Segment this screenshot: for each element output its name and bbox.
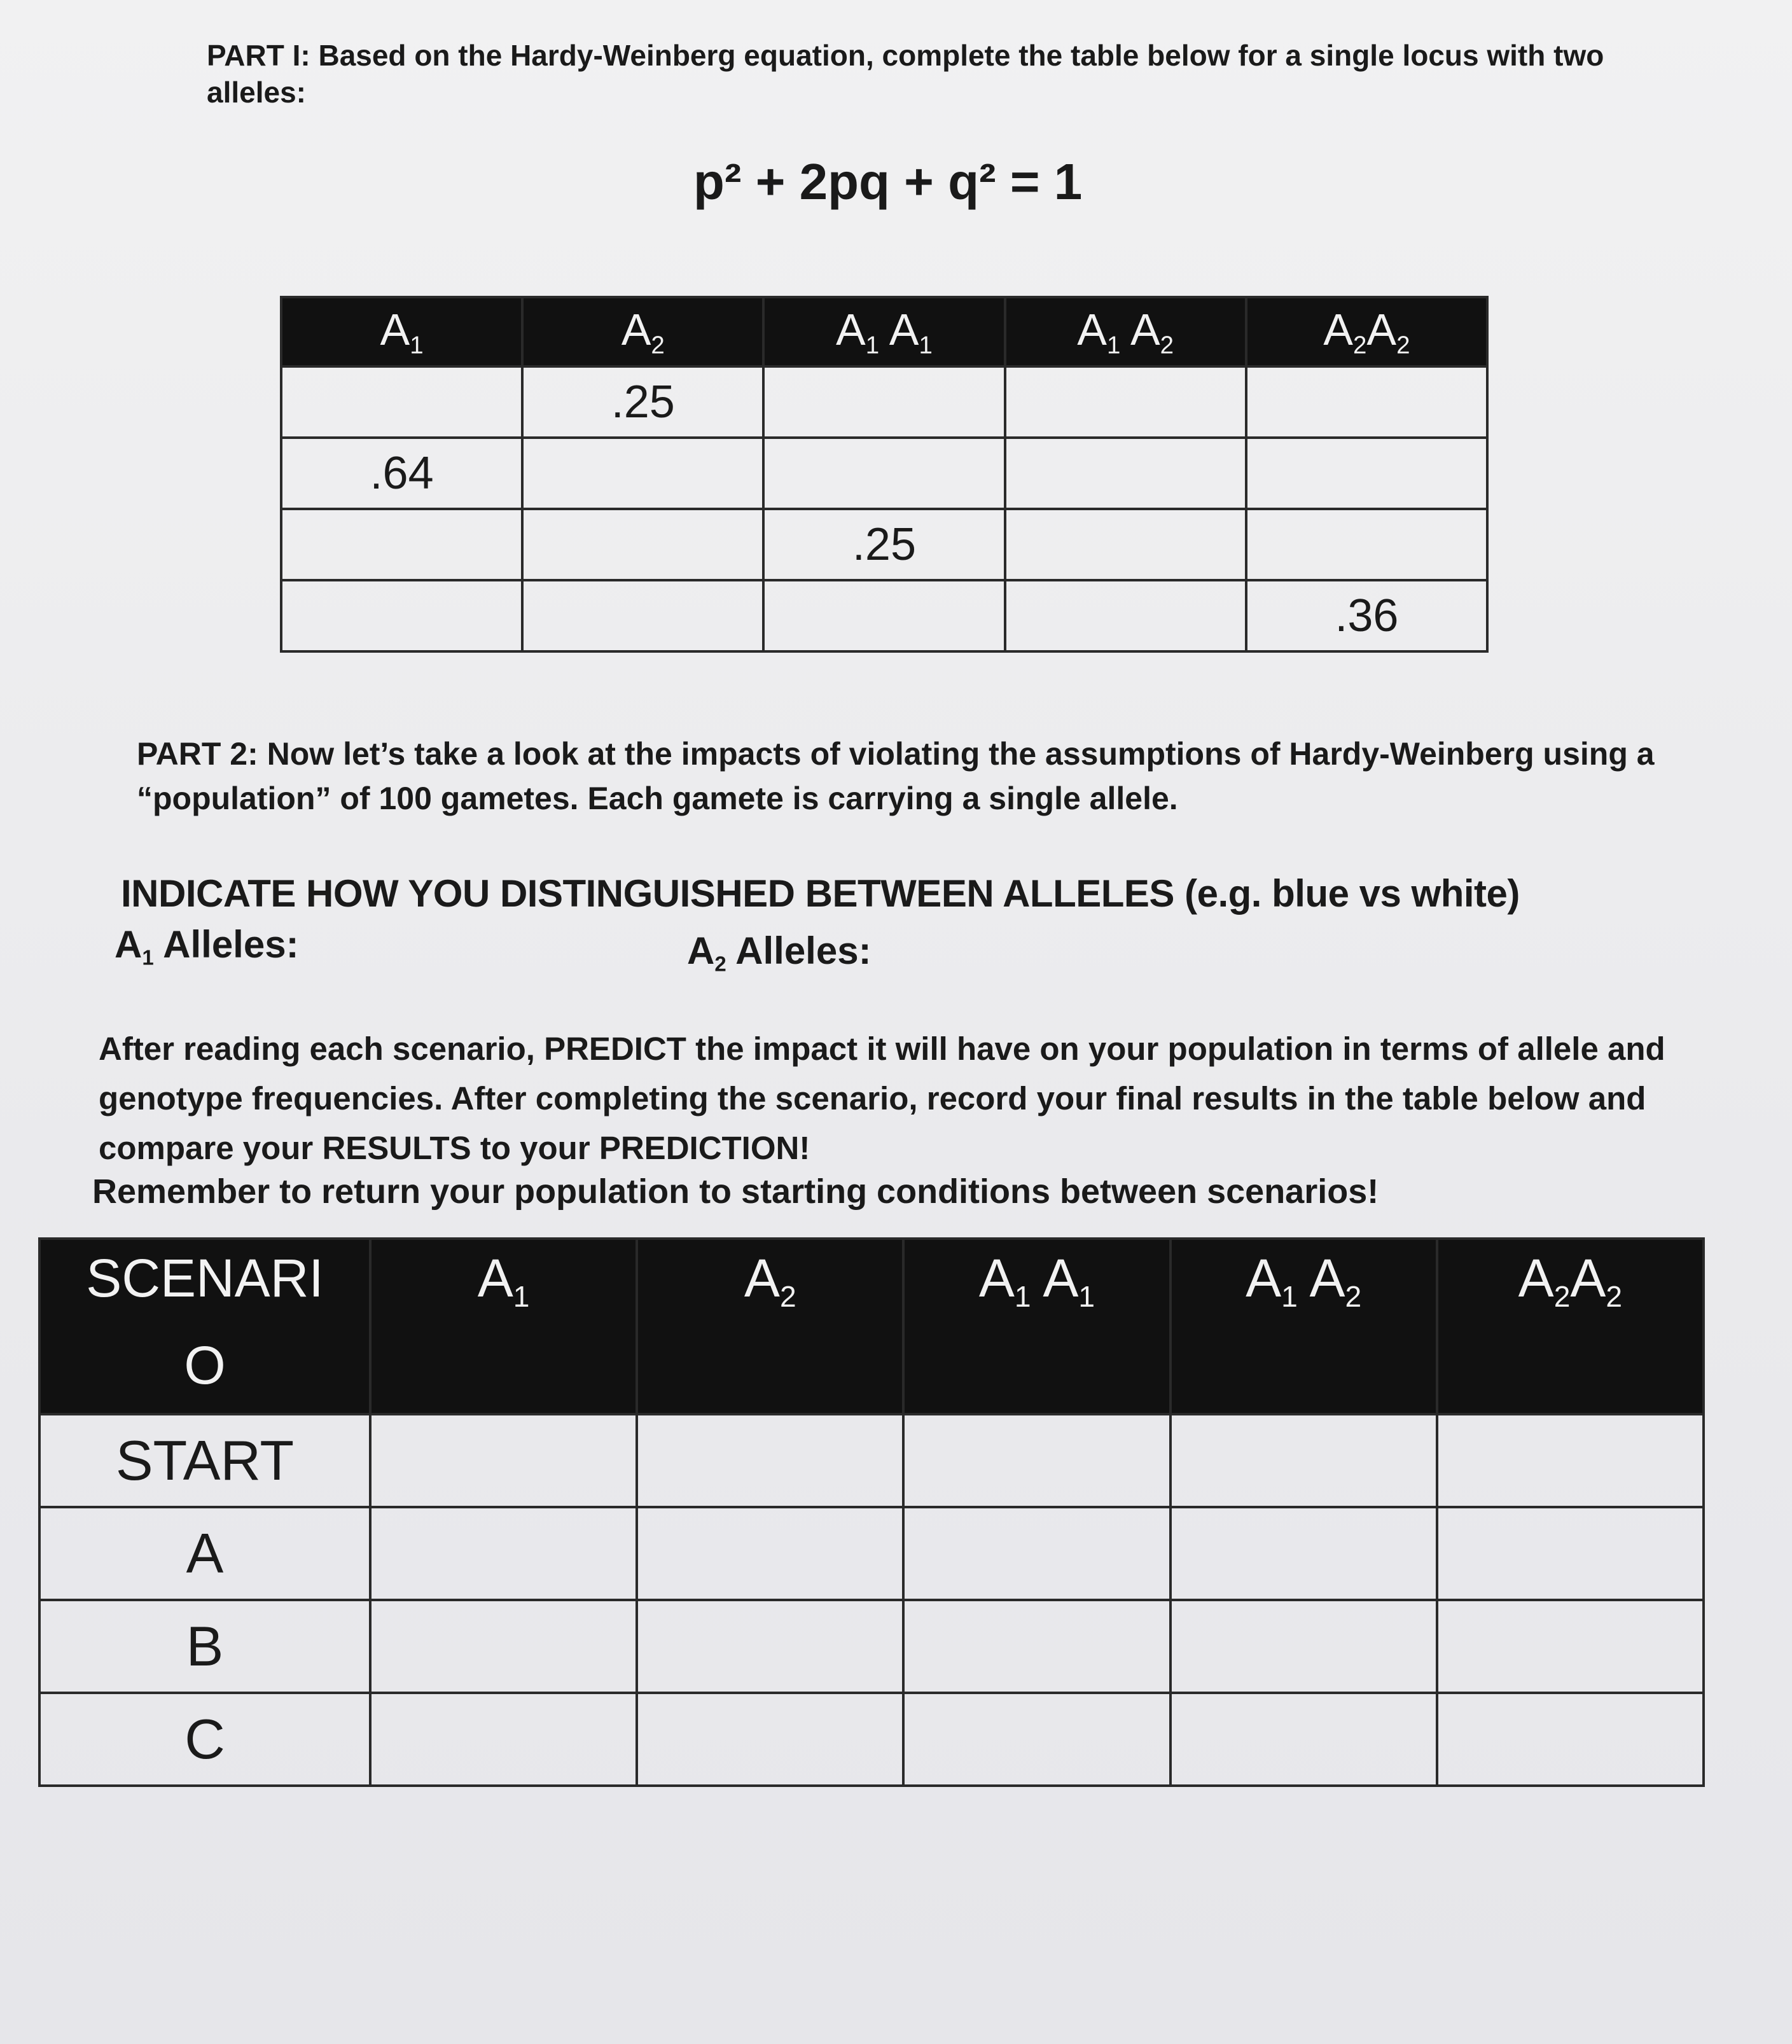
part2-text: Now let’s take a look at the impacts of violating the assumptions of Hardy-Weinberg using a “population” of 100 gametes. Each gamete is carrying a single allele. xyxy=(137,736,1655,816)
table-cell[interactable] xyxy=(370,1507,637,1600)
table-cell[interactable] xyxy=(1170,1414,1437,1507)
table-cell[interactable] xyxy=(903,1600,1170,1693)
header-a2: $A_2$ xyxy=(522,297,763,366)
table-cell[interactable] xyxy=(370,1693,637,1786)
header-scenario: SCENARI O xyxy=(39,1239,370,1414)
table-row xyxy=(281,580,1487,651)
table-cell[interactable] xyxy=(903,1693,1170,1786)
table-cell[interactable] xyxy=(522,580,763,651)
hardy-weinberg-table xyxy=(280,296,1489,653)
part1-label: PART I: xyxy=(207,39,310,72)
table-cell[interactable] xyxy=(1437,1693,1704,1786)
table-cell[interactable] xyxy=(1170,1693,1437,1786)
table-cell[interactable] xyxy=(763,438,1004,509)
table-cell[interactable] xyxy=(522,509,763,580)
header-a2a2: $A_2A_2$ xyxy=(1437,1239,1704,1414)
row-label: START xyxy=(39,1414,370,1507)
table-cell[interactable] xyxy=(522,438,763,509)
header-a2: $A_2$ xyxy=(637,1239,903,1414)
table-cell[interactable] xyxy=(281,366,522,438)
header-a1a2: $A_1$ $A_2$ xyxy=(1005,297,1246,366)
table-cell[interactable] xyxy=(1170,1507,1437,1600)
row-label: A xyxy=(39,1507,370,1600)
a2-alleles-label: $A_2$ Alleles: xyxy=(687,929,872,976)
table-cell[interactable]: .25 xyxy=(522,366,763,438)
table-cell[interactable] xyxy=(1005,366,1246,438)
table-cell[interactable] xyxy=(1437,1600,1704,1693)
header-a1a1: $A_1$ $A_1$ xyxy=(903,1239,1170,1414)
table-cell[interactable] xyxy=(1005,509,1246,580)
table-row xyxy=(39,1507,1704,1600)
table-cell[interactable] xyxy=(1437,1414,1704,1507)
table-cell[interactable] xyxy=(903,1507,1170,1600)
scenario-instructions: After reading each scenario, PREDICT the impact it will have on your population in terms of allele and genotype frequencies. After completing the scenario, record your final results in the table below and compare your RESULTS to your PREDICTION! xyxy=(99,1031,1665,1166)
table-cell[interactable] xyxy=(637,1507,903,1600)
header-a1: $A_1$ xyxy=(370,1239,637,1414)
table-cell[interactable] xyxy=(370,1414,637,1507)
table-header-row xyxy=(39,1239,1704,1414)
table-cell[interactable] xyxy=(1246,366,1487,438)
header-a2a2: $A_2A_2$ xyxy=(1246,297,1487,366)
part2-label: PART 2: xyxy=(137,736,258,772)
table-cell[interactable] xyxy=(763,580,1004,651)
table-cell[interactable] xyxy=(1005,438,1246,509)
indicate-heading: INDICATE HOW YOU DISTINGUISHED BETWEEN ALLELES (e.g. blue vs white) xyxy=(121,872,1520,915)
table-cell[interactable] xyxy=(1246,509,1487,580)
table-row xyxy=(281,438,1487,509)
reminder-text: Remember to return your population to starting conditions between scenarios! xyxy=(92,1172,1379,1211)
table-cell[interactable]: .64 xyxy=(281,438,522,509)
table-cell[interactable] xyxy=(637,1600,903,1693)
part1-instructions xyxy=(207,37,1606,111)
header-a1a1: $A_1$ $A_1$ xyxy=(763,297,1004,366)
row-label: C xyxy=(39,1693,370,1786)
part2-instructions xyxy=(137,732,1664,821)
table-row xyxy=(39,1414,1704,1507)
table-cell[interactable] xyxy=(637,1414,903,1507)
table-header-row xyxy=(281,297,1487,366)
table-row xyxy=(281,366,1487,438)
scenario-table xyxy=(38,1237,1705,1787)
table-cell[interactable]: .36 xyxy=(1246,580,1487,651)
table-cell[interactable] xyxy=(1437,1507,1704,1600)
a1-alleles-label: $A_1$ Alleles: xyxy=(115,923,299,970)
table-row xyxy=(281,509,1487,580)
table-cell[interactable] xyxy=(281,580,522,651)
header-a1a2: $A_1$ $A_2$ xyxy=(1170,1239,1437,1414)
hardy-weinberg-equation: p² + 2pq + q² = 1 xyxy=(693,153,1083,210)
table-row xyxy=(39,1693,1704,1786)
row-label: B xyxy=(39,1600,370,1693)
table-cell[interactable] xyxy=(763,366,1004,438)
table-cell[interactable]: .25 xyxy=(763,509,1004,580)
table-cell[interactable] xyxy=(1170,1600,1437,1693)
table-cell[interactable] xyxy=(903,1414,1170,1507)
part1-text: Based on the Hardy-Weinberg equation, complete the table below for a single locus with two alleles: xyxy=(207,39,1604,109)
table-cell[interactable] xyxy=(1005,580,1246,651)
header-a1: $A_1$ xyxy=(281,297,522,366)
table-row xyxy=(39,1600,1704,1693)
table-cell[interactable] xyxy=(281,509,522,580)
table-cell[interactable] xyxy=(370,1600,637,1693)
table-cell[interactable] xyxy=(637,1693,903,1786)
table-cell[interactable] xyxy=(1246,438,1487,509)
